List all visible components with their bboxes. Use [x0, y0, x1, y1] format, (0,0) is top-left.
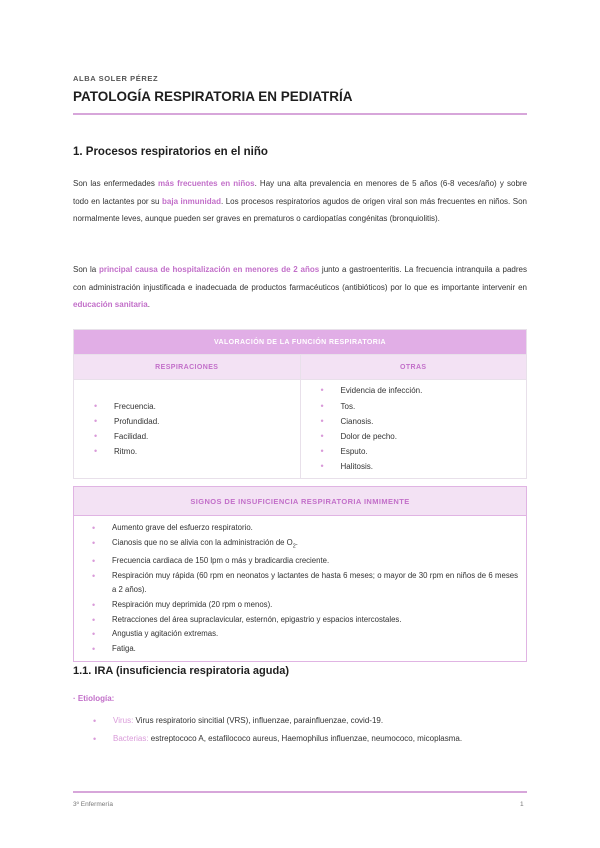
header-divider	[73, 113, 527, 115]
paragraph-1-text-a: Son las enfermedades	[73, 179, 159, 188]
highlight-principal-causa: principal causa de hospitalización en menores de 2 años	[98, 265, 320, 274]
list-item: • Cianosis.	[321, 414, 527, 429]
table1-right-cell	[300, 380, 527, 479]
bullet-icon: •	[94, 431, 98, 441]
bullet-icon: •	[92, 614, 96, 625]
list-item: • Angustia y agitación extremas.	[92, 627, 518, 642]
bullet-icon: •	[92, 644, 96, 655]
list-item: • Respiración muy deprimida (20 rpm o menos).	[92, 598, 518, 613]
bullet-icon: •	[320, 461, 324, 472]
footer-divider	[73, 791, 527, 793]
section-heading-1: 1. Procesos respiratorios en el niño	[73, 146, 268, 158]
list-item: • Aumento grave del esfuerzo respiratorio.	[92, 521, 518, 536]
etiologia-label: · Etiología:	[73, 694, 115, 703]
list-item: • Retracciones del área supraclavicular, esternón, epigastrio y espacios intercostales.	[92, 613, 518, 628]
paragraph-1-text-c: . Los procesos respiratorios agudos de origen viral son más frecuentes en niños. Son normalmente leves, aunque pueden ser graves en prematuros o cardiopatías congénitas (bronquiolitis).	[73, 196, 527, 223]
bullet-icon: •	[92, 555, 96, 566]
table1-title: VALORACIÓN DE LA FUNCIÓN RESPIRATORIA	[74, 330, 527, 355]
footer-course: 3º Enfermería	[73, 801, 113, 808]
signs-list	[74, 521, 526, 657]
respiraciones-list	[74, 399, 300, 460]
virus-label: Virus:	[113, 716, 134, 725]
section-heading-1-1: 1.1. IRA (insuficiencia respiratoria aguda)	[73, 665, 289, 677]
list-item: • Cianosis que no se alivia con la administración de $O_2$.	[92, 537, 298, 550]
list-item: • Facilidad.	[94, 429, 300, 444]
bullet-icon: •	[92, 629, 96, 640]
bullet-icon: •	[320, 385, 324, 396]
bacterias-label: Bacterias:	[113, 734, 149, 743]
paragraph-2-text-c: .	[147, 300, 150, 309]
paragraph-1	[73, 175, 527, 228]
otras-list	[301, 383, 527, 474]
list-item: • Halitosis.	[321, 459, 527, 474]
bullet-icon: •	[92, 537, 96, 548]
table2-body	[74, 516, 527, 662]
list-item: • Evidencia de infección.	[321, 383, 527, 398]
etiologia-list	[73, 712, 547, 748]
document-title: PATOLOGÍA RESPIRATORIA EN PEDIATRÍA	[73, 89, 353, 104]
bullet-icon: •	[320, 400, 324, 411]
list-item: • Frecuencia cardiaca de 150 lpm o más y bradicardia creciente.	[92, 554, 518, 569]
list-item: • Frecuencia.	[94, 399, 300, 414]
bullet-icon: •	[92, 570, 96, 581]
bullet-icon: •	[320, 431, 324, 441]
table2-title: SIGNOS DE INSUFICIENCIA RESPIRATORIA INMIMENTE	[74, 487, 527, 516]
bullet-icon: •	[94, 400, 98, 411]
list-item: • Dolor de pecho.	[321, 429, 527, 444]
highlight-educacion-sanitaria: educación sanitaria	[73, 300, 148, 309]
author-name: ALBA SOLER PÉREZ	[73, 74, 159, 83]
paragraph-2	[73, 261, 527, 314]
list-item: • Fatiga.	[92, 642, 518, 657]
page-number: 1	[520, 801, 524, 808]
respiratory-assessment-table	[73, 329, 527, 479]
list-item-bacterias: • Bacterias: estreptococo A, estafilococo aureus, Haemophilus influenzae, neumococo, micoplasma.	[93, 730, 547, 748]
bullet-icon: •	[320, 415, 324, 426]
list-item: • Profundidad.	[94, 414, 300, 429]
table1-col-respiraciones: RESPIRACIONES	[74, 355, 301, 380]
paragraph-2-text-b: junto a gastroenteritis. La frecuencia intranquila a padres con administración injustificada e inadecuada de productos farmacéuticos (antibióticos) por lo que es importante intervenir en	[73, 265, 527, 292]
bullet-icon: •	[92, 600, 96, 611]
bullet-icon: •	[94, 415, 98, 426]
list-item-virus: • Virus: Virus respiratorio sincitial (VRS), influenzae, parainfluenzae, covid-19.	[93, 712, 547, 730]
bullet-icon: •	[93, 734, 97, 744]
bullet-icon: •	[93, 716, 97, 726]
table1-left-cell	[74, 380, 301, 479]
list-item: • Tos.	[321, 399, 527, 414]
paragraph-1-text-b: . Hay una alta prevalencia en menores de 5 años (6-8 veces/año) y sobre todo en lactantes por su	[73, 179, 528, 206]
bullet-icon: •	[94, 446, 98, 457]
bullet-icon: •	[320, 446, 324, 457]
list-item: • Respiración muy rápida (60 rpm en neonatos y lactantes de hasta 6 meses; o mayor de 30 rpm en niños de 6 meses a 2 años).	[92, 570, 518, 595]
table1-col-otras: OTRAS	[300, 355, 527, 380]
highlight-baja-inmunidad: baja inmunidad	[162, 196, 221, 206]
respiratory-failure-signs-table	[73, 486, 527, 662]
bullet-icon: •	[92, 523, 96, 533]
list-item: • Ritmo.	[94, 444, 300, 459]
highlight-mas-frecuentes: más frecuentes en niños	[158, 179, 255, 188]
paragraph-2-text-a: Son la	[73, 265, 99, 274]
list-item: • Esputo.	[321, 444, 527, 459]
